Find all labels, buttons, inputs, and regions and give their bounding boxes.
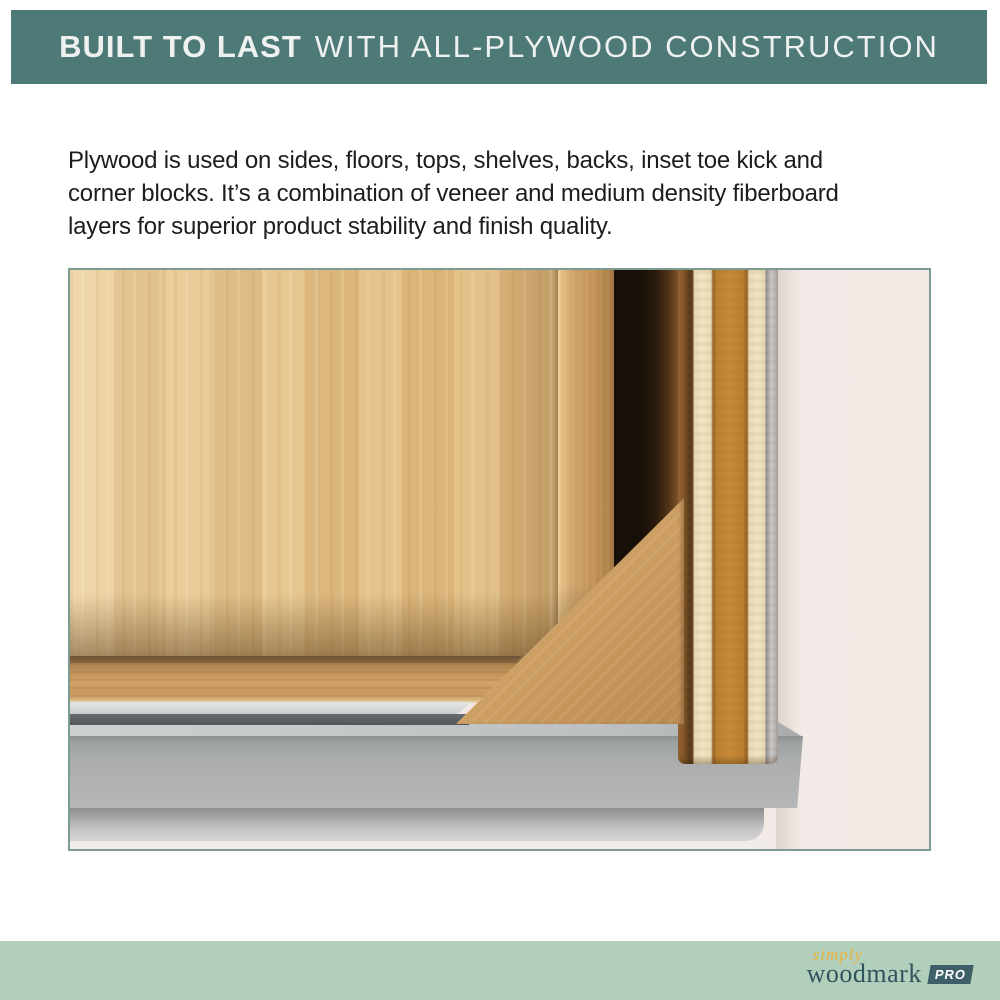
brand-logo-pro-badge: PRO [927, 965, 974, 984]
footer-band [0, 941, 1000, 1000]
floor-back-shadow [70, 656, 522, 664]
toe-kick-lower-step [70, 808, 764, 841]
toe-kick-bottom-highlight [70, 841, 764, 849]
plywood-side-panel-cross-section [678, 270, 778, 764]
toe-kick-recess-shadow [70, 714, 469, 725]
description-line-3: layers for superior product stability and finish quality. [68, 213, 613, 240]
cabinet-construction-illustration [68, 268, 931, 851]
brand-logo-simply: simply [812, 945, 864, 965]
plywood-floor-panel [70, 663, 520, 703]
description-line-1: Plywood is used on sides, floors, tops, shelves, backs, inset toe kick and [68, 147, 823, 174]
header-title-bold: BUILT TO LAST [59, 29, 302, 64]
header-title-rest: WITH ALL-PLYWOOD CONSTRUCTION [314, 29, 939, 64]
description-line-2: corner blocks. It’s a combination of veneer and medium density fiberboard [68, 180, 839, 207]
description-paragraph [68, 144, 968, 243]
brand-logo-woodmark: woodmark [806, 959, 922, 989]
brand-logo [807, 945, 972, 989]
plywood-back-panel [70, 270, 560, 664]
header-banner [11, 10, 987, 84]
